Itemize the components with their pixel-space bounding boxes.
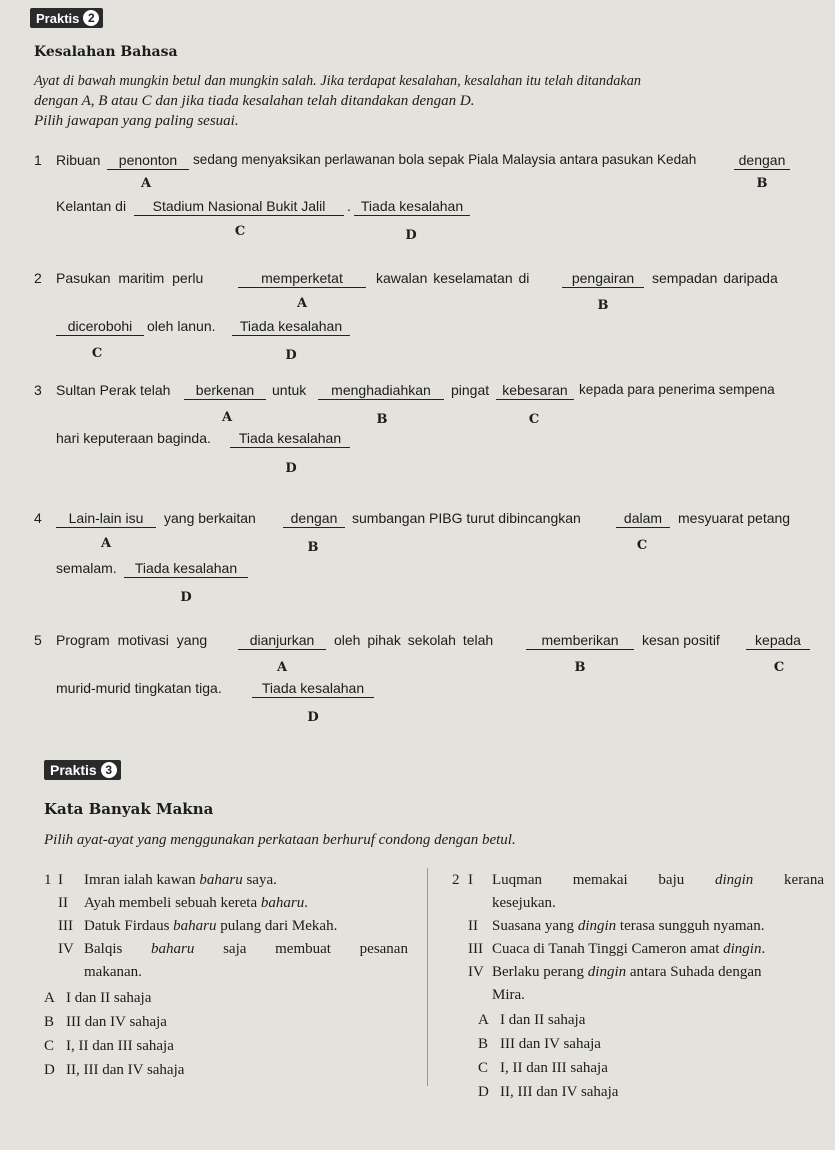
question-text: oleh lanun. [147,318,216,334]
question-text: yang berkaitan [164,510,256,526]
label-d: D [405,228,417,243]
label-b: B [376,412,388,427]
statement-3: III Cuaca di Tanah Tinggi Cameron amat dingin. [468,941,766,957]
statement-2: II Suasana yang dingin terasa sungguh nyaman. [468,918,765,934]
column-divider [427,868,428,1086]
segment-c[interactable]: Stadium Nasional Bukit Jalil [134,198,344,216]
segment-d[interactable]: Tiada kesalahan [124,560,248,578]
label-a: A [140,176,152,191]
segment-c[interactable]: kepada [746,632,810,650]
question-text: untuk [272,382,307,398]
choice-b[interactable]: B III dan IV sahaja [44,1014,167,1030]
question-text: Kelantan di [56,198,127,214]
praktis-3-heading: Kata Banyak Makna [44,800,214,818]
question-text: semalam. [56,560,117,576]
label-d: D [285,461,297,476]
segment-b[interactable]: dengan [734,152,790,170]
question-text: kepada para penerima sempena [579,382,775,397]
segment-b[interactable]: pengairan [562,270,644,288]
praktis-2-heading: Kesalahan Bahasa [34,44,178,60]
question-number: 5 [34,632,42,648]
segment-a[interactable]: memperketat [238,270,366,288]
badge-number: 3 [101,762,117,778]
label-c: C [528,412,540,427]
choice-d[interactable]: D II, III dan IV sahaja [44,1062,185,1078]
badge-label: Praktis [36,10,80,26]
choice-c[interactable]: C I, II dan III sahaja [44,1038,174,1054]
statement-4: IV Balqis baharu saja membuat pesanan [58,941,408,957]
statement-4-continued: makanan. [84,964,142,980]
badge-number: 2 [83,10,99,26]
praktis-2-badge [30,8,103,28]
question-text: Pasukan maritim perlu [56,270,204,286]
segment-a[interactable]: Lain-lain isu [56,510,156,528]
segment-b[interactable]: dengan [283,510,345,528]
question-text: . [347,198,351,214]
label-b: B [756,176,768,191]
question-number: 3 [34,382,42,398]
statement-1: I Luqman memakai baju dingin kerana [468,872,824,888]
instruction-line-1: Ayat di bawah mungkin betul dan mungkin salah. Jika terdapat kesalahan, kesalahan itu telah ditandakan [34,73,642,89]
badge-label: Praktis [50,762,97,778]
question-number: 1 [44,872,52,888]
statement-1-continued: kesejukan. [492,895,556,911]
label-d: D [180,590,192,605]
label-b: B [597,298,609,313]
segment-d[interactable]: Tiada kesalahan [252,680,374,698]
question-number: 4 [34,510,42,526]
question-text: sempadan daripada [652,270,778,286]
label-a: A [296,296,308,311]
segment-d[interactable]: Tiada kesalahan [354,198,470,216]
label-a: A [276,660,288,675]
choice-c[interactable]: C I, II dan III sahaja [478,1060,608,1076]
segment-c[interactable]: dalam [616,510,670,528]
question-text: sumbangan PIBG turut dibincangkan [352,510,581,526]
question-text: mesyuarat petang [678,510,791,526]
segment-c[interactable]: kebesaran [496,382,574,400]
segment-c[interactable]: dicerobohi [56,318,144,336]
segment-d[interactable]: Tiada kesalahan [230,430,350,448]
instruction-line-2: dengan A, B atau C dan jika tiada kesalahan telah ditandakan dengan D. [34,93,475,109]
question-text: murid-murid tingkatan tiga. [56,680,222,696]
segment-a[interactable]: penonton [107,152,189,170]
question-text: kesan positif [642,632,720,648]
choice-b[interactable]: B III dan IV sahaja [478,1036,601,1052]
statement-2: II Ayah membeli sebuah kereta baharu. [58,895,308,911]
label-d: D [307,710,319,725]
label-c: C [636,538,648,553]
statement-3: III Datuk Firdaus baharu pulang dari Mekah. [58,918,338,934]
segment-b[interactable]: memberikan [526,632,634,650]
statement-4: IV Berlaku perang dingin antara Suhada dengan [468,964,762,980]
label-a: A [100,536,112,551]
label-a: A [221,410,233,425]
question-number: 1 [34,152,42,168]
label-b: B [307,540,319,555]
question-text: pingat [451,382,490,398]
question-text: Program motivasi yang [56,632,208,648]
label-b: B [574,660,586,675]
segment-a[interactable]: berkenan [184,382,266,400]
segment-d[interactable]: Tiada kesalahan [232,318,350,336]
label-c: C [91,346,103,361]
segment-a[interactable]: dianjurkan [238,632,326,650]
question-text: kawalan keselamatan di [376,270,530,286]
praktis-3-badge [44,760,121,780]
question-text: hari keputeraan baginda. [56,430,211,446]
question-number: 2 [34,270,42,286]
choice-a[interactable]: A I dan II sahaja [44,990,152,1006]
question-number: 2 [452,872,460,888]
question-text: sedang menyaksikan perlawanan bola sepak Piala Malaysia antara pasukan Kedah [193,152,697,167]
statement-1: I Imran ialah kawan baharu saya. [58,872,277,888]
question-text: Ribuan [56,152,101,168]
statement-4-continued: Mira. [492,987,525,1003]
segment-b[interactable]: menghadiahkan [318,382,444,400]
choice-a[interactable]: A I dan II sahaja [478,1012,586,1028]
choice-d[interactable]: D II, III dan IV sahaja [478,1084,619,1100]
label-c: C [234,224,246,239]
instruction-line-3: Pilih jawapan yang paling sesuai. [34,113,239,129]
label-d: D [285,348,297,363]
praktis-3-instruction: Pilih ayat-ayat yang menggunakan perkataan berhuruf condong dengan betul. [44,832,516,848]
question-text: oleh pihak sekolah telah [334,632,494,648]
question-text: Sultan Perak telah [56,382,171,398]
label-c: C [773,660,785,675]
